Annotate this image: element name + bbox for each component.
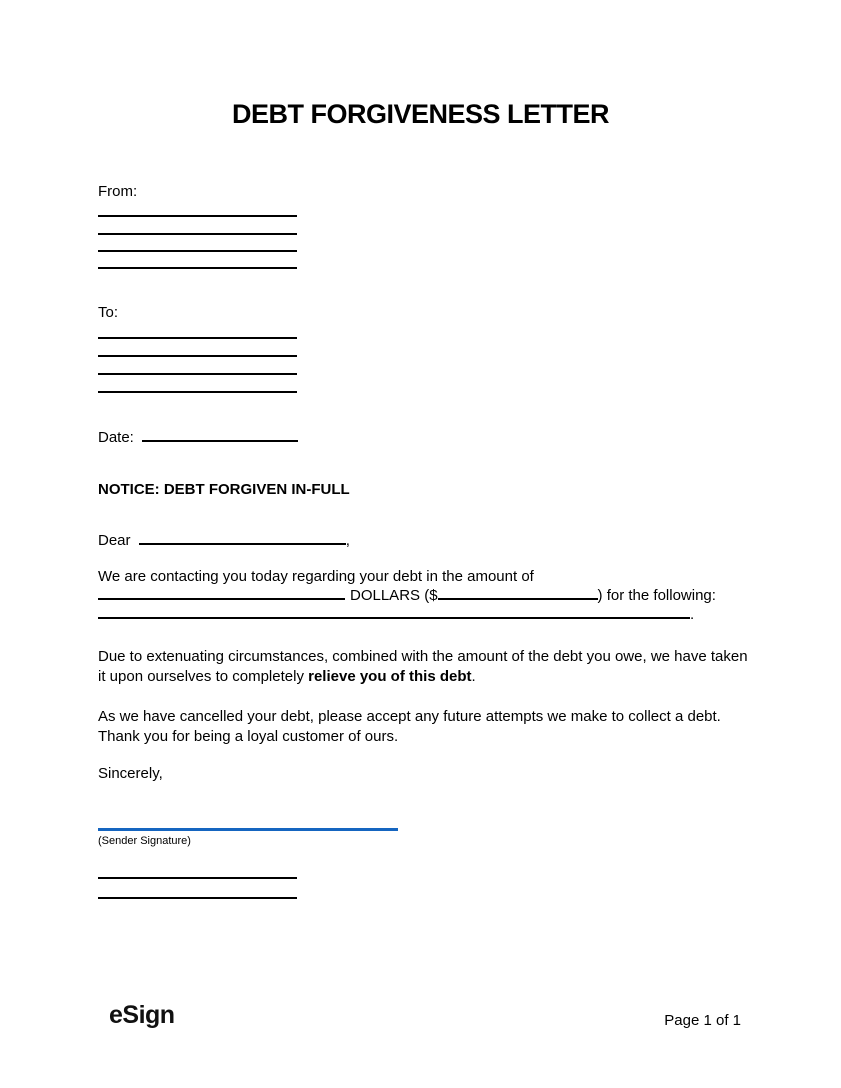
- sentence-end-period: .: [690, 606, 695, 623]
- from-blank-line-1: [98, 215, 297, 217]
- date-blank-field: [142, 438, 298, 442]
- body-intro-line: We are contacting you today regarding your debt in the amount of: [98, 568, 534, 585]
- closing-text: Sincerely,: [98, 765, 163, 782]
- amount-words-blank: [98, 596, 345, 600]
- sender-signature-line: [98, 828, 398, 831]
- from-blank-line-2: [98, 233, 297, 235]
- sender-signature-caption: (Sender Signature): [98, 835, 191, 847]
- page-title: DEBT FORGIVENESS LETTER: [231, 99, 610, 129]
- to-blank-line-4: [98, 391, 297, 393]
- to-label: To:: [98, 304, 119, 321]
- salutation-prefix: Dear: [98, 532, 131, 549]
- printed-name-blank-line: [98, 877, 297, 879]
- paragraph1-end-period: .: [471, 668, 476, 685]
- debt-description-row: [98, 605, 694, 624]
- paragraph-cancellation: As we have cancelled your debt, please accept any future attempts we make to collect a debt. Thank you for being a loyal customer of ours.: [98, 708, 721, 745]
- to-blank-line-3: [98, 373, 297, 375]
- date-signed-blank-line: [98, 897, 297, 899]
- to-blank-line-2: [98, 355, 297, 357]
- paragraph-forgiveness: [98, 647, 748, 687]
- salutation-suffix: ,: [345, 532, 350, 549]
- date-row: [98, 428, 298, 447]
- to-blank-line-1: [98, 337, 297, 339]
- salutation-row: [98, 531, 350, 550]
- date-label: Date:: [98, 429, 134, 446]
- following-label: ) for the following:: [597, 587, 716, 604]
- amount-row: [98, 586, 748, 605]
- notice-heading: NOTICE: DEBT FORGIVEN IN-FULL: [98, 481, 350, 498]
- debt-description-blank: [98, 615, 690, 619]
- from-label: From:: [98, 183, 138, 200]
- amount-numeric-blank: [438, 596, 598, 600]
- page-number-indicator: Page 1 of 1: [664, 1012, 741, 1029]
- esign-logo: eSign: [109, 1001, 175, 1029]
- paragraph1-text: Due to extenuating circumstances, combined with the amount of the debt you owe, we have taken it upon ourselves to completely: [98, 648, 748, 685]
- paragraph1-bold-phrase: relieve you of this debt: [308, 668, 472, 685]
- from-blank-line-3: [98, 250, 297, 252]
- recipient-name-blank: [139, 541, 346, 545]
- from-blank-line-4: [98, 267, 297, 269]
- dollars-label: DOLLARS ($: [350, 587, 438, 604]
